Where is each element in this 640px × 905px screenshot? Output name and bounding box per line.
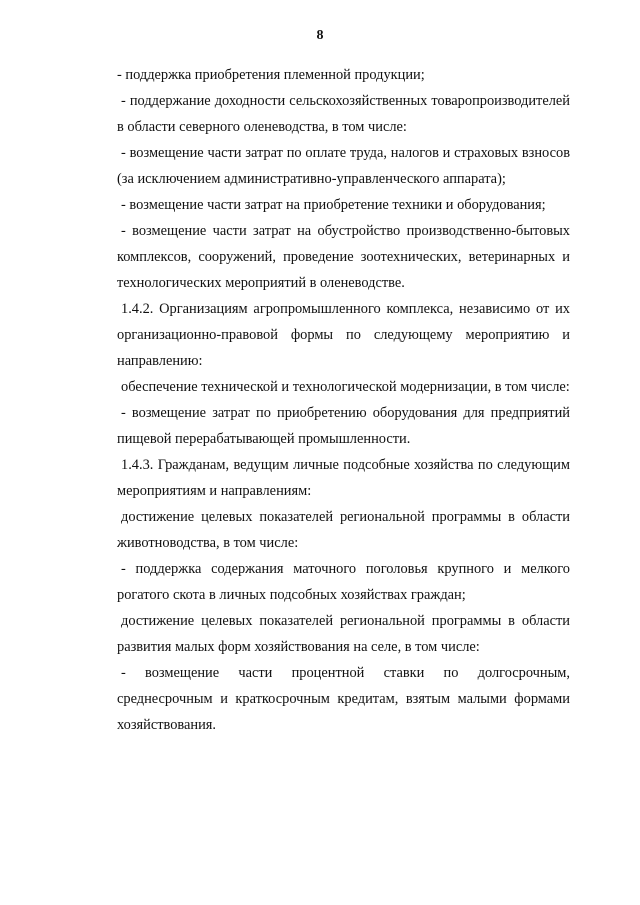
paragraph: 1.4.3. Гражданам, ведущим личные подсобные хозяйства по следующим мероприятиям и направлениям:: [117, 457, 570, 499]
paragraph: обеспечение технической и технологической модернизации, в том числе:: [121, 379, 570, 395]
paragraph: - возмещение части затрат по оплате труда, налогов и страховых взносов (за исключением административно-управленческого аппарата);: [117, 145, 570, 187]
page-number: 8: [316, 28, 324, 43]
paragraph: достижение целевых показателей региональной программы в области животноводства, в том числе:: [117, 509, 570, 551]
paragraph: - поддержание доходности сельскохозяйственных товаропроизводителей в области северного оленеводства, в том числе:: [117, 93, 570, 135]
document-body: [117, 62, 570, 738]
paragraph: достижение целевых показателей региональной программы в области развития малых форм хозяйствования на селе, в том числе:: [117, 613, 570, 655]
paragraph: 1.4.2. Организациям агропромышленного комплекса, независимо от их организационно-правовой формы по следующему мероприятию и направлению:: [117, 301, 570, 369]
paragraph: - возмещение части процентной ставки по долгосрочным, среднесрочным и краткосрочным кредитам, взятым малыми формами хозяйствования.: [117, 665, 570, 733]
paragraph: - поддержка содержания маточного поголовья крупного и мелкого рогатого скота в личных подсобных хозяйствах граждан;: [117, 561, 570, 603]
paragraph: - возмещение части затрат на приобретение техники и оборудования;: [121, 197, 546, 213]
paragraph: - возмещение затрат по приобретению оборудования для предприятий пищевой перерабатывающей промышленности.: [117, 405, 570, 447]
paragraph: - поддержка приобретения племенной продукции;: [117, 67, 425, 83]
paragraph: - возмещение части затрат на обустройство производственно-бытовых комплексов, сооружений, проведение зоотехнических, ветеринарных и технологических мероприятий в оленеводстве.: [117, 223, 570, 291]
